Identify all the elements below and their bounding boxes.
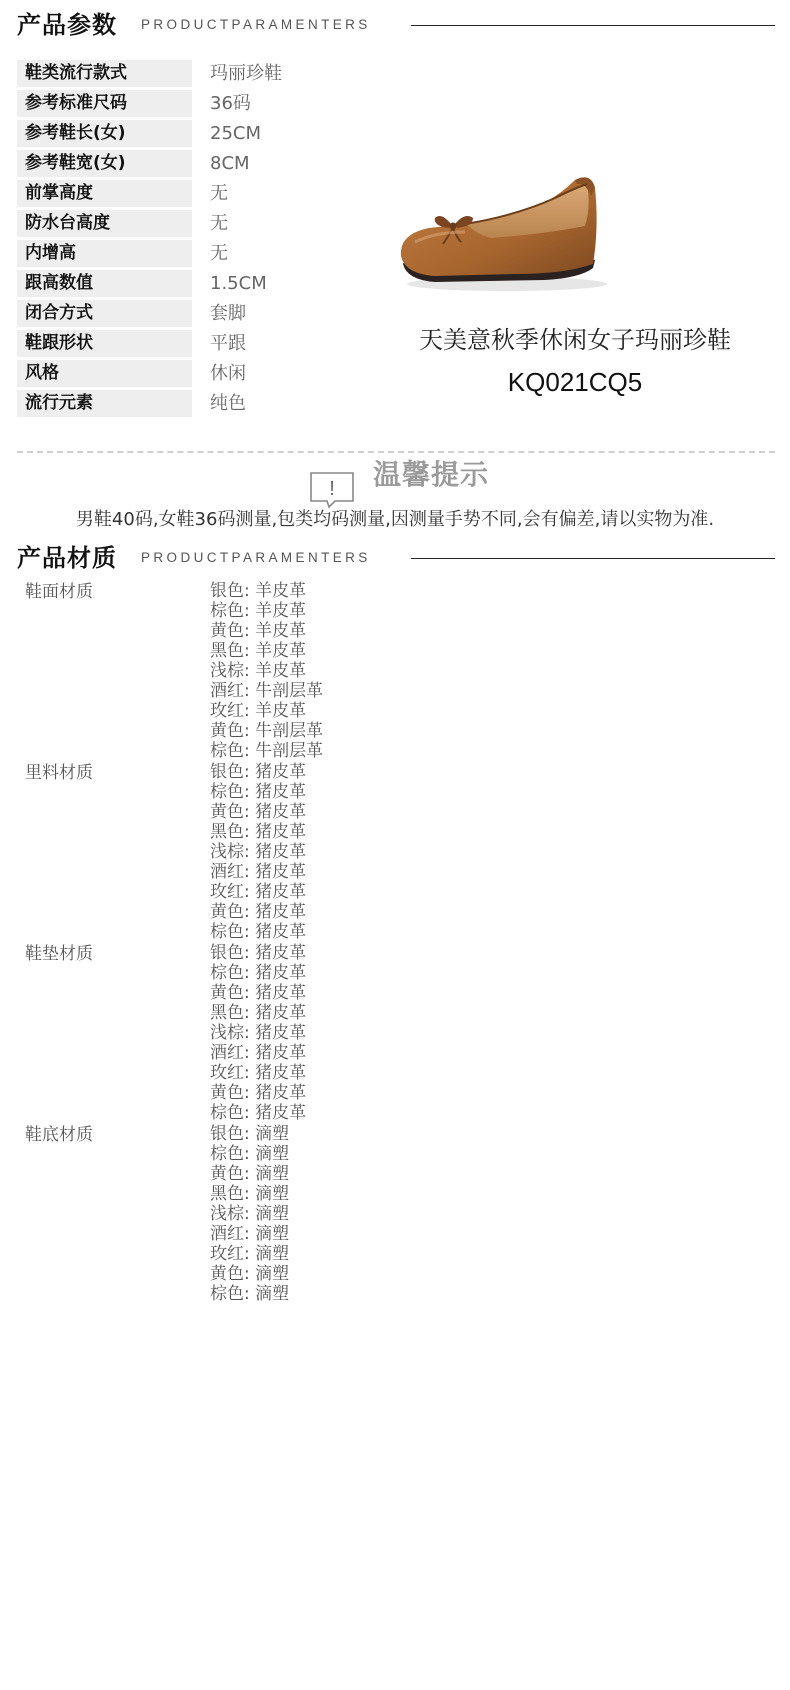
spec-label: 鞋类流行款式 — [17, 60, 192, 87]
material-value: 浅棕: 猪皮革 — [210, 1023, 307, 1043]
materials-list — [17, 581, 417, 1305]
material-group — [17, 762, 417, 942]
material-group — [17, 1124, 417, 1304]
spec-label: 流行元素 — [17, 390, 192, 417]
spec-value: 无 — [210, 243, 228, 264]
spec-row — [17, 89, 317, 119]
spec-label: 鞋跟形状 — [17, 330, 192, 357]
spec-row — [17, 149, 317, 179]
material-value: 棕色: 羊皮革 — [210, 601, 307, 621]
material-value: 浅棕: 滴塑 — [210, 1204, 290, 1224]
material-value: 银色: 羊皮革 — [210, 581, 307, 601]
spec-row — [17, 59, 317, 89]
material-group — [17, 943, 417, 1123]
spec-row — [17, 389, 317, 419]
product-code: KQ021CQ5 — [507, 367, 643, 397]
spec-label: 参考鞋长(女) — [17, 120, 192, 147]
material-value: 浅棕: 羊皮革 — [210, 661, 307, 681]
material-value: 酒红: 猪皮革 — [210, 862, 307, 882]
exclamation-glyph: ! — [329, 478, 335, 500]
material-value: 黄色: 猪皮革 — [210, 902, 307, 922]
spec-value: 无 — [210, 183, 228, 204]
material-value: 黑色: 猪皮革 — [210, 822, 307, 842]
material-value: 黄色: 猪皮革 — [210, 983, 307, 1003]
spec-label: 风格 — [17, 360, 192, 387]
spec-value: 25CM — [210, 123, 262, 144]
spec-label: 前掌高度 — [17, 180, 192, 207]
material-label: 鞋底材质 — [25, 1125, 93, 1145]
material-value: 酒红: 牛剖层革 — [210, 681, 324, 701]
material-value: 黄色: 猪皮革 — [210, 802, 307, 822]
material-value: 黄色: 猪皮革 — [210, 1083, 307, 1103]
speech-bubble-icon — [309, 471, 355, 509]
spec-row — [17, 299, 317, 329]
material-group — [17, 581, 417, 761]
material-value: 黄色: 滴塑 — [210, 1264, 290, 1284]
spec-value: 1.5CM — [210, 273, 267, 294]
material-value: 棕色: 猪皮革 — [210, 922, 307, 942]
spec-value: 休闲 — [210, 363, 246, 384]
section-title: 产品参数 — [17, 11, 117, 39]
material-value: 浅棕: 猪皮革 — [210, 842, 307, 862]
spec-row — [17, 359, 317, 389]
spec-value: 无 — [210, 213, 228, 234]
material-value: 银色: 猪皮革 — [210, 943, 307, 963]
material-label: 里料材质 — [25, 763, 93, 783]
material-value: 棕色: 猪皮革 — [210, 963, 307, 983]
spec-row — [17, 329, 317, 359]
material-value: 棕色: 猪皮革 — [210, 1103, 307, 1123]
spec-value: 纯色 — [210, 393, 246, 414]
material-value: 黑色: 羊皮革 — [210, 641, 307, 661]
dashed-divider — [17, 451, 775, 453]
section-rule — [411, 25, 775, 26]
section-subtitle: PRODUCTPARAMENTERS — [141, 17, 371, 32]
section-title: 产品材质 — [17, 544, 117, 572]
material-value: 酒红: 滴塑 — [210, 1224, 290, 1244]
spec-label: 防水台高度 — [17, 210, 192, 237]
spec-value: 36码 — [210, 93, 251, 114]
material-value: 黑色: 猪皮革 — [210, 1003, 307, 1023]
spec-row — [17, 239, 317, 269]
material-value: 玫红: 猪皮革 — [210, 1063, 307, 1083]
section-subtitle: PRODUCTPARAMENTERS — [141, 550, 371, 565]
spec-label: 内增高 — [17, 240, 192, 267]
spec-row — [17, 209, 317, 239]
material-value: 棕色: 滴塑 — [210, 1284, 290, 1304]
product-image — [395, 168, 625, 308]
material-value: 黑色: 滴塑 — [210, 1184, 290, 1204]
spec-value: 玛丽珍鞋 — [210, 63, 282, 84]
material-value: 银色: 滴塑 — [210, 1124, 290, 1144]
material-value: 棕色: 猪皮革 — [210, 782, 307, 802]
material-value: 银色: 猪皮革 — [210, 762, 307, 782]
spec-row — [17, 119, 317, 149]
shoe-illustration — [395, 168, 625, 308]
material-value: 玫红: 猪皮革 — [210, 882, 307, 902]
section-header-params — [17, 8, 775, 42]
spec-value: 8CM — [210, 153, 250, 174]
material-value: 玫红: 滴塑 — [210, 1244, 290, 1264]
spec-label: 参考标准尺码 — [17, 90, 192, 117]
material-value: 黄色: 滴塑 — [210, 1164, 290, 1184]
spec-table — [17, 59, 317, 419]
material-value: 黄色: 牛剖层革 — [210, 721, 324, 741]
section-header-materials — [17, 541, 775, 575]
spec-row — [17, 269, 317, 299]
spec-label: 闭合方式 — [17, 300, 192, 327]
spec-value: 平跟 — [210, 333, 246, 354]
material-value: 黄色: 羊皮革 — [210, 621, 307, 641]
tip-text: 男鞋40码,女鞋36码测量,包类均码测量,因测量手势不同,会有偏差,请以实物为准. — [75, 509, 715, 530]
tip-title: 温馨提示 — [373, 458, 490, 491]
product-name: 天美意秋季休闲女子玛丽珍鞋 — [419, 326, 731, 354]
material-label: 鞋面材质 — [25, 582, 93, 602]
section-rule — [411, 558, 775, 559]
material-value: 酒红: 猪皮革 — [210, 1043, 307, 1063]
spec-label: 跟高数值 — [17, 270, 192, 297]
material-label: 鞋垫材质 — [25, 944, 93, 964]
spec-label: 参考鞋宽(女) — [17, 150, 192, 177]
material-value: 棕色: 牛剖层革 — [210, 741, 324, 761]
material-value: 玫红: 羊皮革 — [210, 701, 307, 721]
material-value: 棕色: 滴塑 — [210, 1144, 290, 1164]
spec-row — [17, 179, 317, 209]
spec-value: 套脚 — [210, 303, 246, 324]
